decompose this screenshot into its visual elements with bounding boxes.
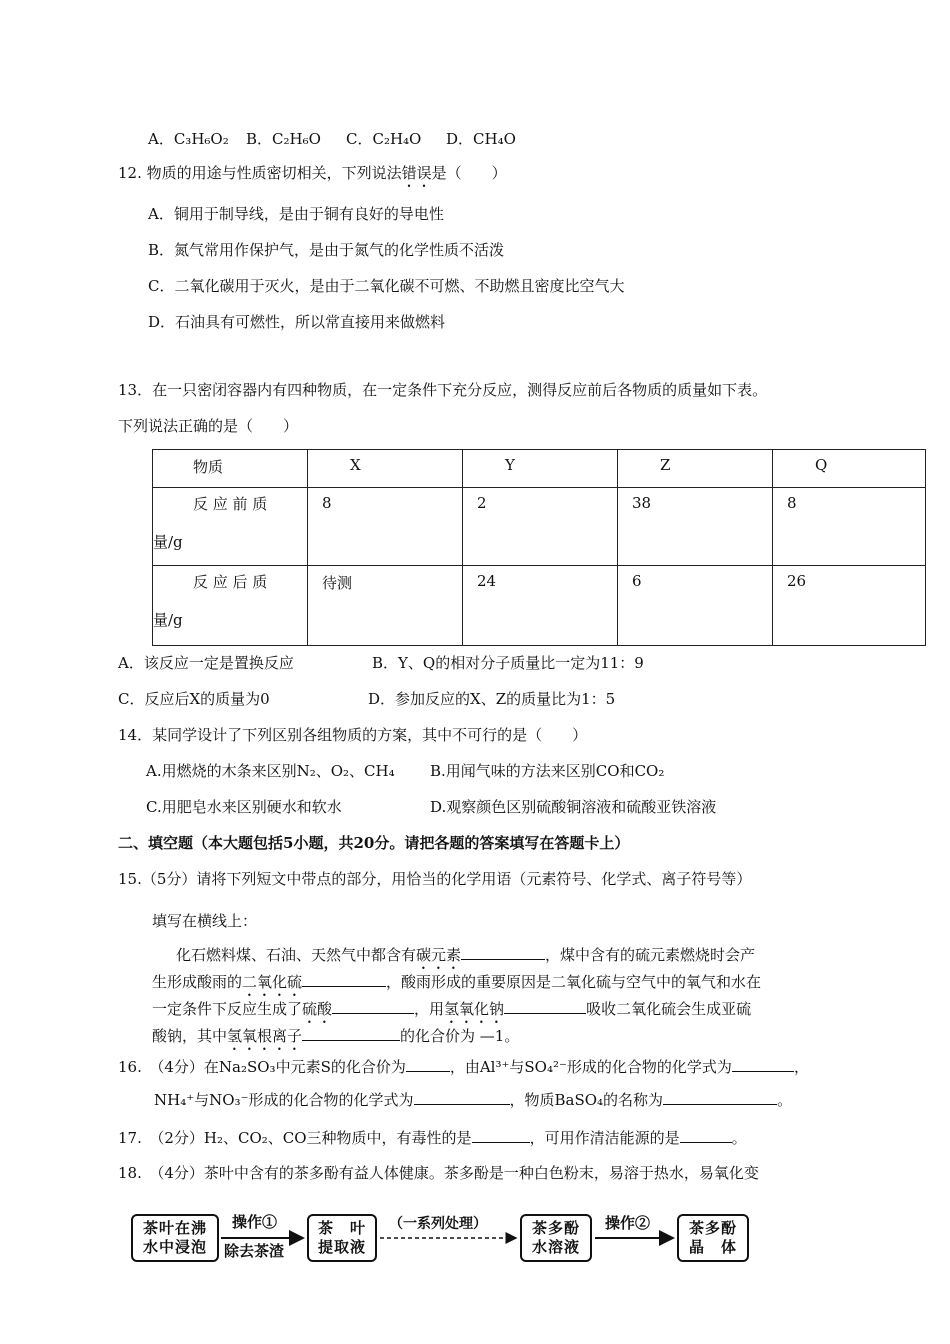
emphasis-dotted-text: 碳元素 [416,946,462,964]
q14-stem: 14．某同学设计了下列区别各组物质的方案，其中不可行的是（ ） [118,726,588,744]
q11-option-d: D．CH₄O [446,130,516,148]
q13-option-d: D．参加反应的X、Z的质量比为1：5 [368,690,616,708]
flow-label-op2: 操作② [605,1214,651,1232]
q15-passage-line: 化石燃料煤、石油、天然气中都含有碳元素 ，煤中含有的硫元素燃烧时会产 [176,943,755,973]
q12-option-c: C．二氧化碳用于灭火，是由于二氧化碳不可燃、不助燃且密度比空气大 [148,277,625,295]
table-row-label: 反 应 后 质 量/g [153,566,308,646]
q11-option-a: A．C₃H₆O₂ [148,130,229,148]
q13-stem-line2: 下列说法正确的是（ ） [118,417,299,435]
table-cell: 38 [618,488,773,566]
q16-line1: 16. （4分）在Na₂SO₃中元素S的化合价为 ，由Al³⁺与SO₄²⁻形成的化合物的化学式为 ， [118,1055,809,1077]
q15-instruction: 填写在横线上： [152,912,258,930]
q14-option-c: C.用肥皂水来区别硬水和软水 [146,798,342,816]
q12-option-d: D．石油具有可燃性，所以常直接用来做燃料 [148,313,446,331]
flow-box-soak: 茶叶在沸 水中浸泡 [131,1214,219,1262]
q11-option-b: B．C₂H₆O [246,130,321,148]
table-header-cell: 物质 [153,450,308,488]
q12-stem: 12. 物质的用途与性质密切相关，下列说法错误是（ ） [118,164,507,182]
table-cell: 26 [773,566,926,646]
table-row-label: 反 应 前 质 量/g [153,488,308,566]
flow-box-crystal: 茶多酚 晶 体 [677,1214,749,1262]
q16-line2: NH₄⁺与NO₃⁻形成的化合物的化学式为 ，物质BaSO₄的名称为 。 [154,1088,792,1110]
q12-option-a: A．铜用于制导线，是由于铜有良好的导电性 [148,205,444,223]
table-cell: 8 [773,488,926,566]
table-header-cell: Z [618,450,773,488]
flow-box-solution: 茶多酚 水溶液 [520,1214,592,1262]
q11-option-c: C．C₂H₄O [346,130,422,148]
emphasis-dotted-text: 二氧化硫 [242,973,303,991]
q18-stem: 18. （4分）茶叶中含有的茶多酚有益人体健康。茶多酚是一种白色粉末，易溶于热水，易氧化变 [118,1164,759,1182]
flow-label-remove-residue: 除去茶渣 [224,1242,285,1260]
q12-option-b: B．氮气常用作保护气，是由于氮气的化学性质不活泼 [148,241,505,259]
q15-passage-line: 生形成酸雨的二氧化硫 ，酸雨形成的重要原因是二氧化硫与空气中的氧气和水在 [152,970,761,1000]
table-cell: 2 [463,488,618,566]
q14-option-a: A.用燃烧的木条来区别N₂、O₂、CH₄ [146,762,395,780]
table-header-cell: Y [463,450,618,488]
flow-box-extract: 茶 叶 提取液 [307,1214,377,1262]
q15-passage-line: 一定条件下反应生成了硫酸 ，用氢氧化钠 吸收二氧化硫会生成亚硫 [152,997,751,1027]
flow-label-op1: 操作① [232,1213,278,1231]
table-cell: 24 [463,566,618,646]
section-heading: 二、填空题（本大题包括5小题，共20分。请把各题的答案填写在答题卡上） [118,834,630,852]
q15-passage-line: 酸钠，其中氢氧根离子 的化合价为 —1。 [152,1024,519,1054]
q13-option-a: A．该反应一定是置换反应 [118,654,294,672]
q17-line: 17. （2分）H₂、CO₂、CO三种物质中，有毒性的是 ，可用作清洁能源的是 。 [118,1126,747,1148]
q13-stem-line1: 13．在一只密闭容器内有四种物质，在一定条件下充分反应，测得反应前后各物质的质量如下表。 [118,381,768,399]
emphasis-dotted-text: 氢氧根离子 [227,1027,303,1045]
q15-stem: 15.（5分）请将下列短文中带点的部分，用恰当的化学用语（元素符号、化学式、离子符号等） [118,870,752,888]
table-cell: 6 [618,566,773,646]
q13-option-c: C．反应后X的质量为0 [118,690,270,708]
table-header-cell: X [308,450,463,488]
q14-option-b: B.用闻气味的方法来区别CO和CO₂ [430,762,665,780]
emphasis-dotted-text: 氢氧化钠 [444,1000,505,1018]
q14-option-d: D.观察颜色区别硫酸铜溶液和硫酸亚铁溶液 [430,798,717,816]
emphasis-dotted-text: 硫酸 [302,1000,333,1018]
table-header-cell: Q [773,450,926,488]
table-cell: 待测 [308,566,463,646]
emphasis-dotted-text: 错误 [401,164,432,182]
q13-option-b: B．Y、Q的相对分子质量比一定为11：9 [372,654,644,672]
flow-label-series-processing: （一系列处理） [389,1216,487,1232]
table-cell: 8 [308,488,463,566]
